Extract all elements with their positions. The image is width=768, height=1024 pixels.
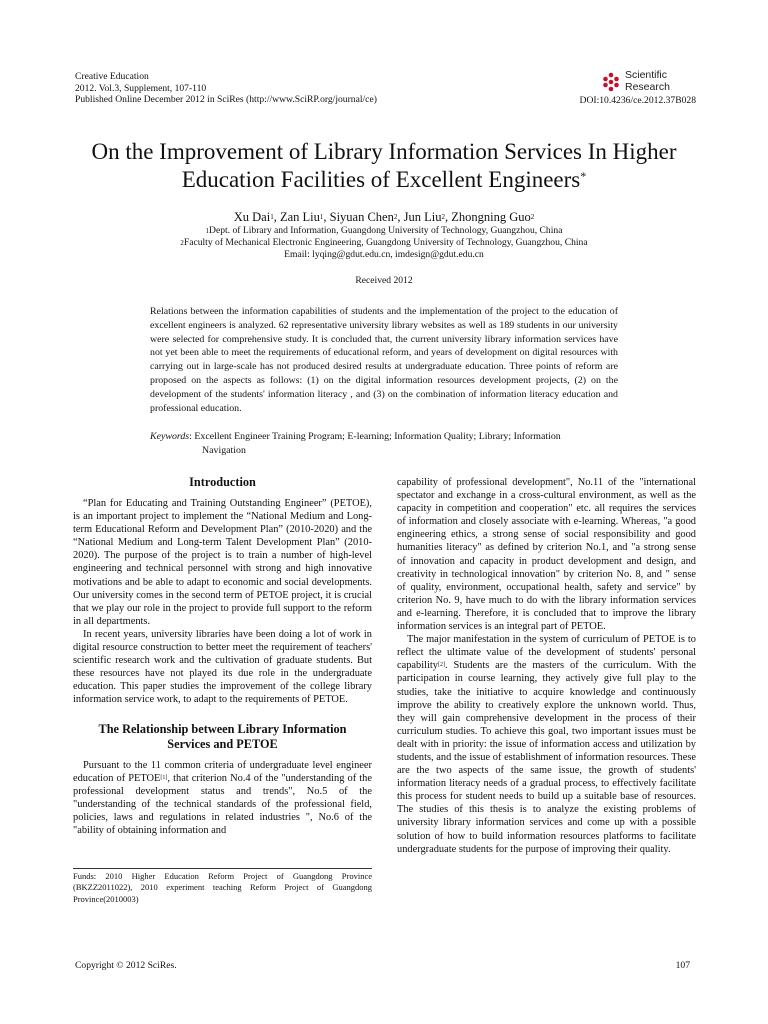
paragraph: “Plan for Educating and Training Outstanding Engineer” (PETOE), is an important project to implement the “National Medium and Long-term Educational Reform and Development Plan” (2010-2020) and the “National Medium and Long-term Talent Development Plan” (2010-2020). The purpose of the project is to train a number of high-level engineering and technical personnel with strong and high innovative motivations and be able to adapt to economic and social developments. Our university comes in the second term of PETOE project, it is crucial that we play our role in the project to provide full support to the reform in all departments. [73, 498, 372, 627]
paragraph: Pursuant to the 11 common criteria of undergraduate level engineer education of PETOE[1], that criterion No.4 of the "understanding of the professional development status and trends", No.5 of the "understanding of the technical standards of the professional field, policies, laws and regulations in related industries ", No.6 of the "ability of obtaining information and [73, 759, 372, 836]
author-email: Email: lyqing@gdut.edu.cn, imdesign@gdut.edu.cn [284, 249, 484, 260]
scientific-research-logo [600, 70, 700, 94]
author: Zhongning Guo$^2$ [451, 210, 535, 224]
title-line-2: Education Facilities of Excellent Engineers* [181, 167, 587, 192]
footnote-divider [73, 868, 372, 869]
keywords-label: Keywords [150, 431, 190, 442]
paper-title [60, 138, 708, 194]
citation-ref: [1] [160, 774, 168, 781]
right-column [397, 476, 696, 856]
section-heading-introduction: Introduction [189, 475, 256, 489]
affiliation-1: $^1$Dept. of Library and Information, Guangdong University of Technology, Guangzhou, China [205, 225, 563, 236]
abstract: Relations between the information capabilities of students and the implementation of the project to the education of excellent engineers is analyzed. 62 representative university library websites as well as 189 students in our university were selected for comprehensive study. It is concluded that, the current university library information services have not yet been able to meet the requirements of educational reform, and years of development on digital resources with carrying out in large-scale has not produced desired results at undergraduate education. Three points of reform are proposed on the aspects as follows: (1) on the digital information resources development projects, (2) on the development of the students' information literacy , and (3) on the combination of information literacy education and professional education. [150, 306, 618, 414]
author: Siyuan Chen$^2$, [329, 210, 404, 224]
funding-footnote: Funds: 2010 Higher Education Reform Project of Guangdong Province (BKZZ2011022), 2010 experiment teaching Reform Project of Guangdong Province(2010003) [73, 871, 372, 904]
author: Zan Liu$^1$, [279, 210, 330, 224]
page-number: 107 [675, 960, 690, 971]
citation-ref: [2] [437, 662, 445, 669]
scientific-research-logo-icon [600, 72, 622, 92]
doi: DOI:10.4236/ce.2012.37B028 [579, 95, 696, 106]
received-date: Received 2012 [355, 275, 413, 286]
keywords-line-2: Navigation [202, 444, 246, 456]
author-list [60, 210, 708, 225]
title-line-1: On the Improvement of Library Information Services In Higher [91, 139, 677, 164]
published-online: Published Online December 2012 in SciRes (http://www.SciRP.org/journal/ce) [75, 94, 377, 105]
keywords-line-1: : Excellent Engineer Training Program; E-learning; Information Quality; Library; Information [189, 431, 561, 442]
paragraph: capability of professional development", No.11 of the "international spectator and exchange in a cross-cultural environment, as well as the capacity in competition and cooperation" etc. all requires the services of information and closely associate with e-learning. Whereas, "a good engineering ethics, a strong sense of social responsibility and good humanities literacy" as defined by criterion No.1, and "a strong sense of innovation and capacity in product development and design, and creativity in technological innovation" by criterion No. 8, and " sense of quality, environment, occupational health, safety and service" by criterion No. 9, have much to do with the library information services and e-learning. Therefore, it is concluded that to improve the library information services is an integral part of PETOE. [397, 477, 696, 633]
journal-header [75, 71, 377, 106]
journal-volume: 2012. Vol.3, Supplement, 107-110 [75, 82, 207, 94]
title-footnote-mark: * [580, 169, 587, 183]
affiliation-2: $^2$Faculty of Mechanical Electronic Engineering, Guangdong University of Technology, Guangzhou, China [180, 237, 588, 248]
section-heading-relationship: The Relationship between Library Information Services and PETOE [98, 721, 347, 751]
journal-name: Creative Education [75, 71, 149, 82]
copyright: Copyright © 2012 SciRes. [75, 960, 177, 971]
paragraph: The major manifestation in the system of curriculum of PETOE is to reflect the ultimate value of the development of students' personal capability[2]. Students are the masters of the curriculum. With the participation in course learning, they actively give full play to the studies, take the initiative to acquire knowledge and continuously improve the ability to creatively explore the unknown world. Thus, they will gain comprehensive development in the process of their curriculum studies. To achieve this goal, two important issues must be dealt with in priority: the issue of information access and utilization by students, and the issue of establishment of information resources. These are the two aspects of the same issue, the growth of students' information literacy needs of a gradual process, to effectively facilitate this process for student needs to build up a suitable base of resources. The studies of this thesis is to analyze the existing problems of university library information services and come up with a possible solution of how to build information resources platforms to facilitate undergraduate students for the purpose of improving their quality. [397, 634, 696, 855]
paragraph: In recent years, university libraries have been doing a lot of work in digital resource construction to better meet the requirement of teachers' scientific research work and the cultivation of graduate students. But these resources have not played its due role in the undergraduate education. This paper studies the improvement of the college library information service work, to adapt to the requirements of PETOE. [73, 628, 372, 706]
left-column [73, 475, 372, 837]
author: Xu Dai$^1$, [233, 210, 280, 224]
author: Jun Liu$^2$, [403, 210, 452, 224]
keywords [150, 430, 618, 458]
logo-text: Scientific Research [625, 69, 670, 93]
